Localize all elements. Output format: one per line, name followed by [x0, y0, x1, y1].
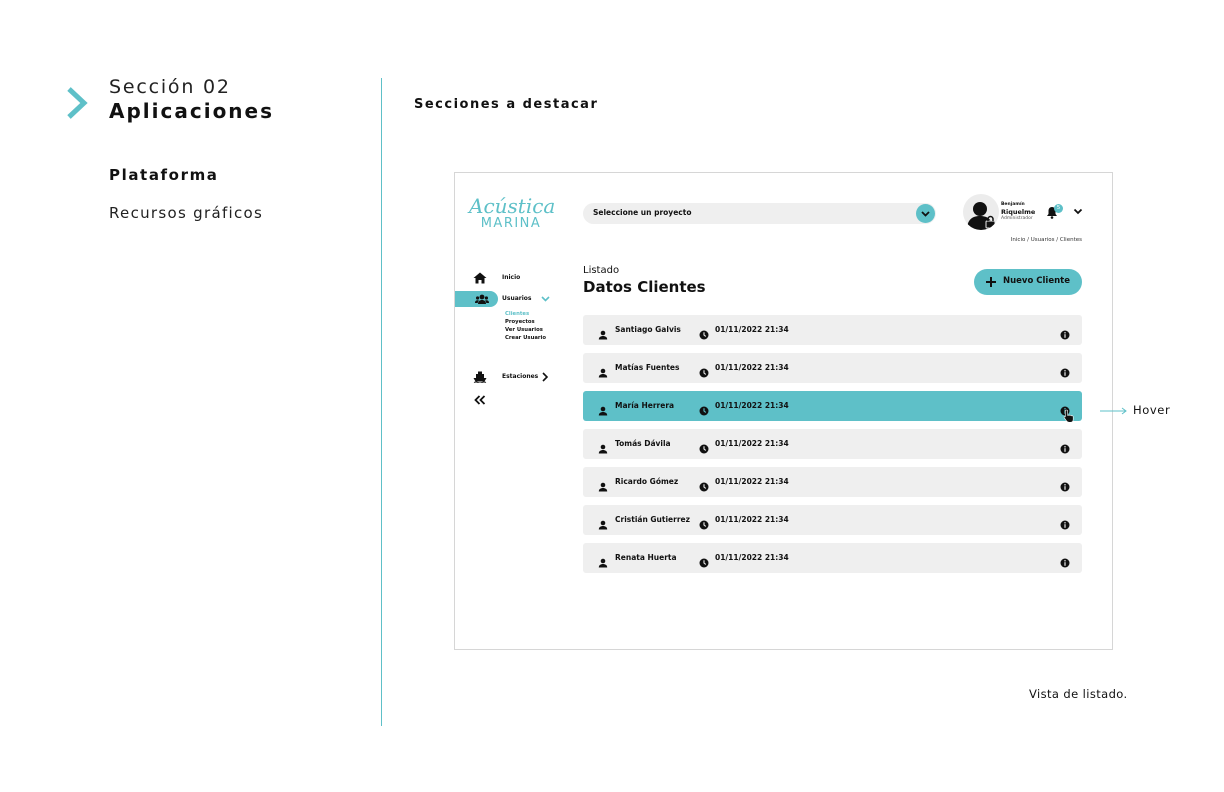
user-icon [598, 363, 608, 373]
page-title: Datos Clientes [583, 278, 706, 296]
client-date: 01/11/2022 21:34 [715, 477, 789, 486]
chevron-down-icon[interactable] [1073, 208, 1083, 215]
breadcrumb[interactable]: Inicio / Usuarios / Clientes [1010, 237, 1082, 243]
plus-icon [985, 276, 997, 288]
users-icon [475, 293, 489, 305]
section-number: Sección 02 [109, 76, 231, 98]
client-name: Matías Fuentes [615, 363, 680, 372]
user-icon [598, 325, 608, 335]
client-date: 01/11/2022 21:34 [715, 553, 789, 562]
clock-icon [699, 553, 709, 563]
client-row[interactable] [583, 543, 1082, 573]
user-last-name: Riquelme [1001, 208, 1036, 216]
section-title: Aplicaciones [109, 99, 275, 123]
user-role: Administrador [1001, 216, 1033, 221]
chevron-down-icon[interactable] [541, 296, 550, 302]
client-date: 01/11/2022 21:34 [715, 439, 789, 448]
logo-line1: Acústica [469, 194, 556, 218]
client-row[interactable] [583, 467, 1082, 497]
subtitle-recursos: Recursos gráficos [109, 204, 264, 222]
client-row[interactable] [583, 353, 1082, 383]
home-icon [473, 272, 487, 284]
chevron-right-icon[interactable] [542, 372, 548, 382]
caption: Vista de listado. [1029, 687, 1128, 701]
chevron-right-icon [64, 86, 90, 120]
logo[interactable] [469, 194, 556, 231]
project-select-label: Seleccione un proyecto [593, 208, 692, 217]
client-date: 01/11/2022 21:34 [715, 515, 789, 524]
highlights-heading: Secciones a destacar [414, 97, 599, 112]
new-client-button[interactable] [974, 269, 1082, 295]
collapse-sidebar-icon[interactable] [474, 395, 486, 405]
info-icon[interactable] [1060, 515, 1070, 525]
listado-label: Listado [583, 265, 620, 276]
notification-badge: 5 [1054, 204, 1063, 213]
arrow-right-icon [1100, 406, 1128, 416]
app-mockup [454, 172, 1113, 650]
user-icon [598, 553, 608, 563]
client-date: 01/11/2022 21:34 [715, 325, 789, 334]
user-icon [598, 401, 608, 411]
subtitle-plataforma: Plataforma [109, 166, 219, 184]
client-name: Ricardo Gómez [615, 477, 679, 486]
info-icon[interactable] [1060, 553, 1070, 563]
clock-icon [699, 363, 709, 373]
clock-icon [699, 439, 709, 449]
chevron-down-icon[interactable] [916, 204, 935, 223]
sidebar-item-label: Estaciones [502, 373, 539, 380]
sidebar-subitem-ver-usuarios[interactable]: Ver Usuarios [505, 327, 543, 333]
sidebar-item-usuarios[interactable] [455, 291, 532, 307]
sidebar-item-label: Inicio [502, 274, 521, 281]
client-row[interactable] [583, 505, 1082, 535]
project-select[interactable] [583, 203, 936, 224]
hand-cursor-icon [1063, 408, 1075, 422]
hover-annotation: Hover [1133, 403, 1171, 417]
client-row[interactable] [583, 429, 1082, 459]
new-client-label: Nuevo Cliente [1003, 276, 1070, 286]
user-icon [598, 515, 608, 525]
client-name: Renata Huerta [615, 553, 677, 562]
client-name: Tomás Dávila [615, 439, 671, 448]
info-icon[interactable] [1060, 439, 1070, 449]
logo-line2: MARINA [480, 216, 542, 231]
ship-icon [473, 371, 487, 383]
user-icon [598, 439, 608, 449]
clock-icon [699, 401, 709, 411]
info-icon[interactable] [1060, 363, 1070, 373]
divider-line [381, 78, 382, 726]
user-first-name: Benjamín [1001, 202, 1025, 207]
client-name: Santiago Galvis [615, 325, 681, 334]
info-icon[interactable] [1060, 477, 1070, 487]
client-row[interactable] [583, 315, 1082, 345]
sidebar-subitem-proyectos[interactable]: Proyectos [505, 319, 535, 325]
client-row[interactable] [583, 391, 1082, 421]
sidebar-subitem-clientes[interactable]: Clientes [505, 311, 530, 317]
clock-icon [699, 477, 709, 487]
avatar[interactable] [963, 194, 999, 230]
sidebar-item-label: Usuarios [502, 295, 532, 302]
user-icon [598, 477, 608, 487]
client-name: María Herrera [615, 401, 675, 410]
clock-icon [699, 515, 709, 525]
client-date: 01/11/2022 21:34 [715, 401, 789, 410]
client-name: Cristián Gutierrez [615, 515, 690, 524]
info-icon[interactable] [1060, 325, 1070, 335]
clock-icon [699, 325, 709, 335]
sidebar-subitem-crear-usuario[interactable]: Crear Usuario [505, 335, 546, 341]
sidebar-item-estaciones[interactable] [455, 369, 575, 385]
sidebar-item-inicio[interactable] [455, 270, 575, 286]
client-date: 01/11/2022 21:34 [715, 363, 789, 372]
